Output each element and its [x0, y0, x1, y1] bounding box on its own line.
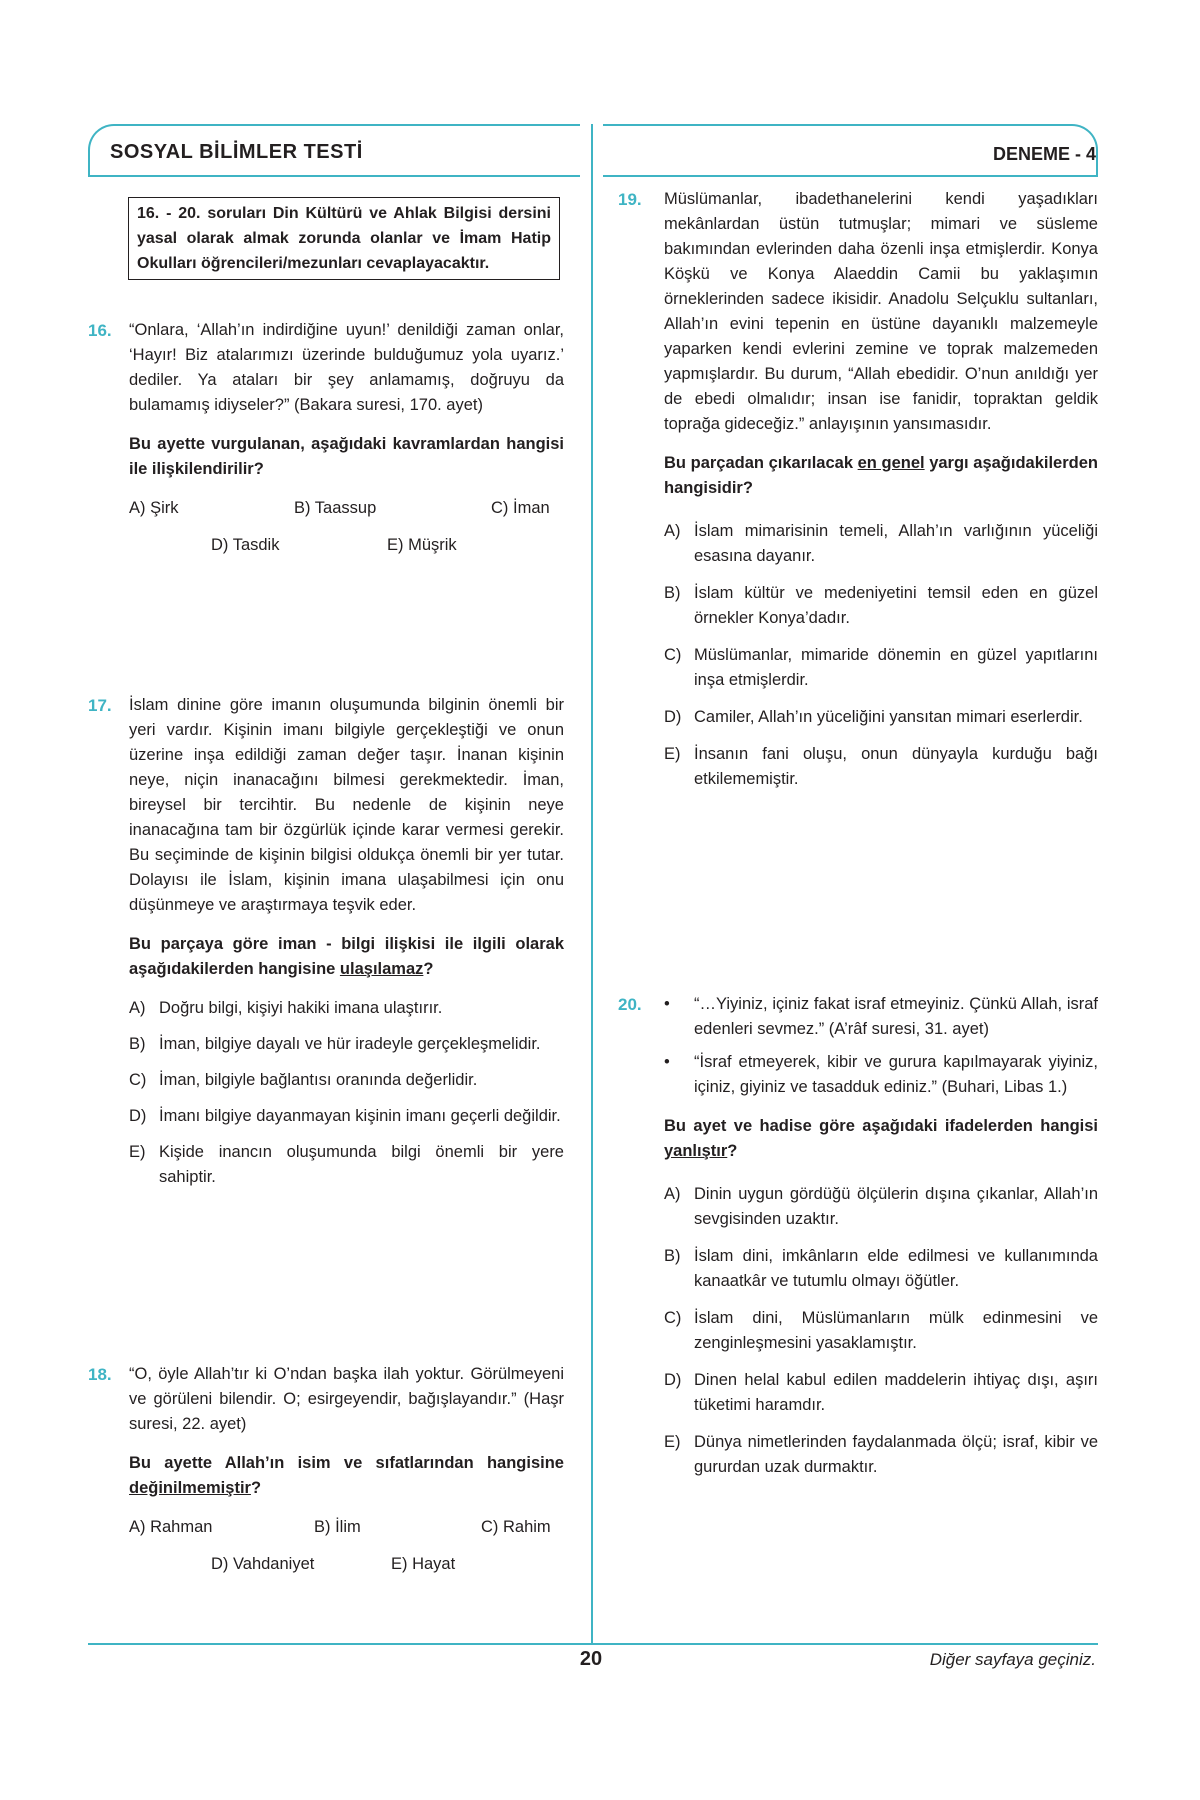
options-list — [129, 996, 564, 1190]
question-number: 20. — [618, 995, 642, 1014]
question-stem: Bu ayette vurgulanan, aşağıdaki kavramlardan hangisi ile ilişkilendirilir? — [129, 435, 564, 478]
test-title: SOSYAL BİLİMLER TESTİ — [110, 141, 363, 163]
question-text: İslam dinine göre imanın oluşumunda bilginin önemli bir yeri vardır. Kişinin imanı bilgiyle gerçekleştiği ve onun üzerine inşa edildiği zaman değer taşır. İnanan kişinin neye, niçin inanacağını bilmesi gerekmektedir. İman, bireysel bir tercihtir. Bu nedenle de kişinin neye inanacağına tam bir özgürlük içinde karar vermesi gerekir. Bu seçiminde de kişinin bilgisi oldukça önemli bir yer tutar. Dolayısı ile İslam, kişinin imana ulaşabilmesi için onu düşünmeye ve araştırmaya teşvik eder. — [129, 696, 564, 914]
question-text: “Onlara, ‘Allah’ın indirdiğine uyun!’ denildiği zaman onlar, ‘Hayır! Biz atalarımızı üzerinde bulduğumuz yola uyarız.’ dediler. Ya ataları bir şey anlamamış, doğruyu da bulamamış idiyseler?” (Bakara suresi, 170. ayet) — [129, 321, 564, 414]
question-17 — [88, 693, 564, 1201]
quote-hadis: • “İsraf etmeyerek, kibir ve gurura kapılmayarak yiyiniz, içiniz, giyiniz ve tasadduk ediniz.” (Buhari, Libas 1.) — [664, 1050, 1098, 1100]
option-d[interactable]: D) İmanı bilgiye dayanmayan kişinin imanı geçerli değildir. — [129, 1107, 561, 1125]
section-notice: 16. - 20. soruları Din Kültürü ve Ahlak Bilgisi dersini yasal olarak almak zorunda olanlar ve İmam Hatip Okulları öğrencileri/mezunları cevaplayacaktır. — [128, 197, 560, 280]
option-e[interactable]: E) Dünya nimetlerinden faydalanmada ölçü; israf, kibir ve gururdan uzak durmaktır. — [664, 1433, 1098, 1476]
header-rule-right — [603, 175, 1098, 177]
question-19 — [618, 187, 1098, 804]
negation-emphasis: yanlıştır — [664, 1142, 728, 1160]
options-grid — [129, 1515, 564, 1581]
next-page-note: Diğer sayfaya geçiniz. — [929, 1650, 1096, 1669]
exam-label: DENEME - 4 — [992, 144, 1096, 164]
quote-ayet: • “…Yiyiniz, içiniz fakat israf etmeyiniz. Çünkü Allah, israf edenleri sevmez.” (A’râf suresi, 31. ayet) — [664, 992, 1098, 1042]
option-d[interactable]: D) Camiler, Allah’ın yüceliğini yansıtan mimari eserlerdir. — [664, 708, 1083, 726]
option-a[interactable]: A) Şirk — [129, 499, 179, 517]
question-number: 18. — [88, 1365, 112, 1384]
option-a[interactable]: A) Dinin uygun gördüğü ölçülerin dışına çıkanlar, Allah’ın sevgisinden uzaktır. — [664, 1185, 1098, 1228]
option-e[interactable]: E) Hayat — [391, 1555, 456, 1573]
question-stem: Bu parçaya göre iman - bilgi ilişkisi ile ilgili olarak aşağıdakilerden hangisine ulaşılamaz? — [129, 935, 564, 978]
option-c[interactable]: C) İslam dini, Müslümanların mülk edinmesini ve zenginleşmesini yasaklamıştır. — [664, 1309, 1098, 1352]
option-b[interactable]: B) İlim — [314, 1518, 361, 1536]
column-divider — [591, 124, 593, 1644]
option-b[interactable]: B) Taassup — [294, 499, 377, 517]
options-list — [664, 1182, 1098, 1480]
question-stem: Bu ayet ve hadise göre aşağıdaki ifadelerden hangisi yanlıştır? — [664, 1117, 1098, 1160]
option-d[interactable]: D) Tasdik — [211, 536, 280, 554]
question-18 — [88, 1362, 564, 1581]
option-d[interactable]: D) Dinen helal kabul edilen maddelerin ihtiyaç dışı, aşırı tüketimi haramdır. — [664, 1371, 1098, 1414]
option-e[interactable]: E) İnsanın fani oluşu, onun dünyayla kurduğu bağı etkilememiştir. — [664, 745, 1098, 788]
option-a[interactable]: A) Rahman — [129, 1518, 213, 1536]
option-c[interactable]: C) İman, bilgiyle bağlantısı oranında değerlidir. — [129, 1071, 478, 1089]
question-20 — [618, 992, 1098, 1492]
option-c[interactable]: C) Müslümanlar, mimaride dönemin en güzel yapıtlarını inşa etmişlerdir. — [664, 646, 1098, 689]
option-c[interactable]: C) Rahim — [481, 1518, 551, 1536]
option-b[interactable]: B) İslam kültür ve medeniyetini temsil eden en güzel örnekler Konya’dadır. — [664, 584, 1098, 627]
question-stem: Bu ayette Allah’ın isim ve sıfatlarından hangisine değinilmemiştir? — [129, 1454, 564, 1497]
question-number: 17. — [88, 696, 112, 715]
option-e[interactable]: E) Müşrik — [387, 536, 457, 554]
bullet-mark: • — [664, 1053, 670, 1071]
question-stem: Bu parçadan çıkarılacak en genel yargı aşağıdakilerden hangisidir? — [664, 454, 1098, 497]
footer-rule — [88, 1643, 1098, 1645]
option-b[interactable]: B) İslam dini, imkânların elde edilmesi ve kullanımında kanaatkâr ve tutumlu olmayı öğütler. — [664, 1247, 1098, 1290]
option-a[interactable]: A) Doğru bilgi, kişiyi hakiki imana ulaştırır. — [129, 999, 443, 1017]
option-a[interactable]: A) İslam mimarisinin temeli, Allah’ın varlığının yüceliği esasına dayanır. — [664, 522, 1098, 565]
question-number: 19. — [618, 190, 642, 209]
bullet-mark: • — [664, 995, 670, 1013]
options-list — [664, 519, 1098, 792]
header-rule-left — [88, 175, 580, 177]
option-e[interactable]: E) Kişide inancın oluşumunda bilgi önemli bir yere sahiptir. — [129, 1143, 564, 1186]
question-number: 16. — [88, 321, 112, 340]
question-text: Müslümanlar, ibadethanelerini kendi yaşadıkları mekânlardan üstün tutmuşlar; mimari ve süsleme bakımından evlerinden daha özenli inşa etmişlerdir. Konya Köşkü ve Konya Alaeddin Camii bu yaklaşımın örneklerinden sadece ikisidir. Anadolu Selçuklu sultanları, Allah’ın evini tepenin en üstüne dayanıklı malzemeyle yaparken kendi evlerini zemine ve toprak malzemeden yapmışlardır. Bu durum, “Allah ebedidir. O’nun anıldığı yer de ebedi olmalıdır; insan ise fanidir, topraktan geldik toprağa gideceğiz.” anlayışının yansımasıdır. — [664, 190, 1098, 433]
page-number: 20 — [579, 1648, 603, 1670]
options-grid — [129, 496, 564, 562]
negation-emphasis: ulaşılamaz — [339, 960, 424, 978]
option-b[interactable]: B) İman, bilgiye dayalı ve hür iradeyle gerçekleşmelidir. — [129, 1035, 541, 1053]
option-c[interactable]: C) İman — [491, 499, 550, 517]
option-d[interactable]: D) Vahdaniyet — [211, 1555, 315, 1573]
question-text: “O, öyle Allah’tır ki O’ndan başka ilah yoktur. Görülmeyeni ve görüleni bilendir. O; esirgeyendir, bağışlayandır.” (Haşr suresi, 22. ayet) — [129, 1365, 564, 1433]
negation-emphasis: değinilmemiştir — [129, 1479, 251, 1497]
question-16 — [88, 318, 564, 562]
emphasis: en genel — [857, 454, 925, 472]
